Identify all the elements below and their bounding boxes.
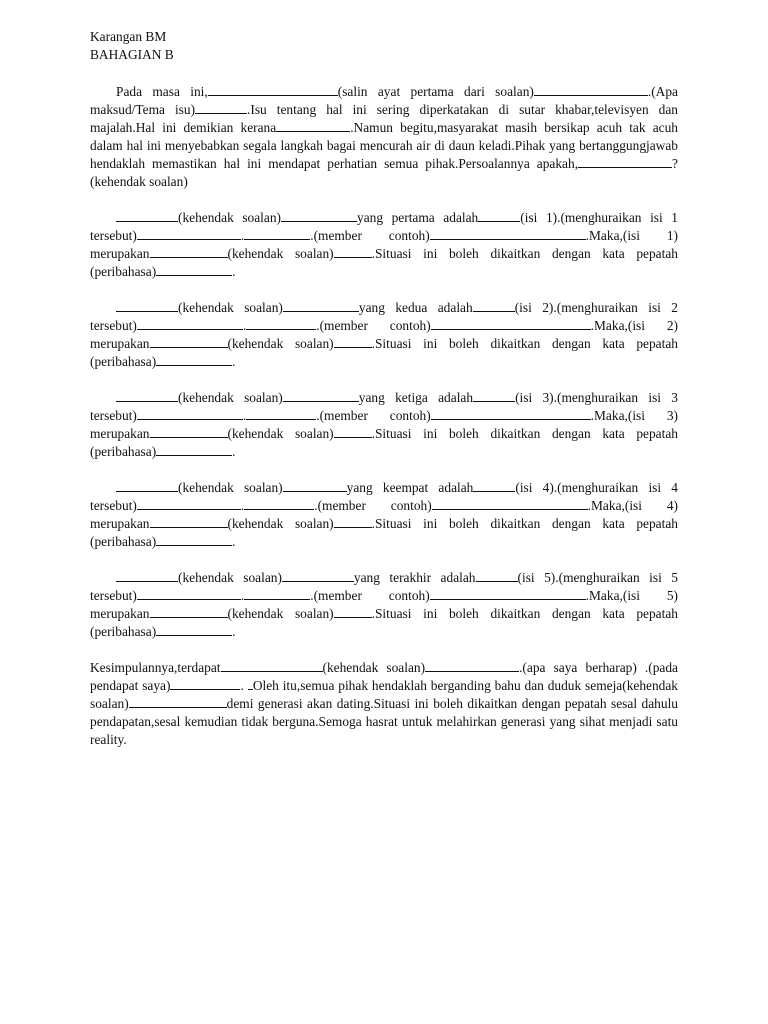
blank-line [478, 209, 520, 222]
point-text: .Situasi ini boleh dikaitkan dengan kata pepatah (peribahasa) [90, 246, 678, 279]
point-text: (kehendak soalan) [178, 480, 283, 495]
conclusion-text: Oleh itu,semua pihak hendaklah berganding bahu dan duduk semeja(kehendak soalan) [90, 678, 678, 711]
blank-line [116, 389, 178, 402]
blank-line [473, 479, 515, 492]
conclusion-text: . [240, 678, 244, 693]
blank-line [116, 569, 178, 582]
point-text: .(member contoh) [316, 318, 431, 333]
blank-line [156, 443, 232, 456]
point-text: .Situasi ini boleh dikaitkan dengan kata pepatah (peribahasa) [90, 426, 678, 459]
blank-line [430, 587, 586, 600]
point-text: .Maka,(isi 5) merupakan [90, 588, 678, 621]
point-text: (kehendak soalan) [227, 246, 334, 261]
blank-line [476, 569, 518, 582]
intro-text: .Namun begitu,masyarakat masih bersikap acuh tak acuh dalam hal ini menyebabkan segala langkah bagai mencurah air di daun keladi.Pihak yang bertanggungjawab hendaklah memastikan hal ini mendapat perhatian semua pihak.Persoalannya apakah, [90, 120, 678, 171]
point-text: . [240, 498, 245, 513]
point-text: .(member contoh) [316, 408, 431, 423]
point-text: . [242, 408, 247, 423]
blank-line [208, 83, 338, 96]
intro-text: .Isu tentang hal ini sering diperkatakan di sutar khabar,televisyen dan majalah.Hal ini demikian kerana [90, 102, 678, 135]
blank-line [137, 407, 243, 420]
blank-line [430, 227, 586, 240]
blank-line [334, 605, 372, 618]
spacer [90, 281, 678, 299]
point-text: yang ketiga adalah [358, 390, 474, 405]
point-text: . [240, 228, 245, 243]
blank-line [116, 479, 178, 492]
blank-line [156, 533, 232, 546]
point-text: . [232, 624, 236, 639]
blank-line [473, 389, 515, 402]
intro-text: .(Apa maksud/Tema isu) [90, 84, 678, 117]
blank-line [150, 245, 228, 258]
spacer [90, 191, 678, 209]
blank-line [137, 227, 241, 240]
blank-line [137, 497, 241, 510]
blank-line [281, 209, 357, 222]
point-text: .(member contoh) [314, 498, 432, 513]
document-page [90, 28, 678, 749]
blank-line [334, 335, 372, 348]
point-text: .Maka,(isi 3) merupakan [90, 408, 678, 441]
point-text: . [232, 534, 236, 549]
blank-line [244, 227, 310, 240]
blank-line [578, 155, 672, 168]
point-text: (isi 1).(menghuraikan isi 1 tersebut) [90, 210, 678, 243]
blank-line [473, 299, 515, 312]
blank-line [156, 623, 232, 636]
blank-line [116, 299, 178, 312]
point-text: yang keempat adalah [346, 480, 474, 495]
blank-line [244, 497, 314, 510]
blank-line [150, 515, 228, 528]
spacer [90, 551, 678, 569]
blank-line [129, 695, 227, 708]
point-text: (kehendak soalan) [227, 516, 334, 531]
blank-line [283, 389, 359, 402]
point-text: (kehendak soalan) [178, 570, 282, 585]
point-text: yang pertama adalah [357, 210, 479, 225]
point-paragraph-4 [90, 479, 678, 551]
blank-line [334, 245, 372, 258]
blank-line [246, 407, 316, 420]
blank-line [156, 353, 232, 366]
point-text: .Situasi ini boleh dikaitkan dengan kata pepatah (peribahasa) [90, 606, 678, 639]
intro-text: Pada masa ini, [116, 84, 208, 99]
blank-line [246, 317, 316, 330]
point-text: (kehendak soalan) [178, 300, 283, 315]
point-text: .Situasi ini boleh dikaitkan dengan kata pepatah (peribahasa) [90, 336, 678, 369]
point-paragraph-1 [90, 209, 678, 281]
blank-line [283, 299, 359, 312]
point-text: (kehendak soalan) [178, 390, 283, 405]
document-title: Karangan BM [90, 29, 167, 44]
point-text: (isi 5).(menghuraikan isi 5 tersebut) [90, 570, 678, 603]
blank-line [116, 209, 178, 222]
point-text: . [232, 444, 236, 459]
point-text: .Situasi ini boleh dikaitkan dengan kata pepatah (peribahasa) [90, 516, 678, 549]
blank-line [431, 407, 591, 420]
blank-line [195, 101, 247, 114]
blank-line [221, 659, 323, 672]
point-paragraph-2 [90, 299, 678, 371]
point-text: (isi 3).(menghuraikan isi 3 tersebut) [90, 390, 678, 423]
point-text: .Maka,(isi 1) merupakan [90, 228, 678, 261]
blank-line [150, 425, 228, 438]
blank-line [276, 119, 350, 132]
intro-text: ?(kehendak soalan) [90, 156, 678, 189]
blank-line [282, 569, 354, 582]
blank-line [150, 335, 228, 348]
conclusion-text: .(apa saya berharap) .(pada pendapat saya) [90, 660, 678, 693]
blank-line [137, 587, 241, 600]
point-text: .(member contoh) [310, 228, 430, 243]
blank-line [137, 317, 243, 330]
blank-line [432, 497, 588, 510]
point-text: (isi 2).(menghuraikan isi 2 tersebut) [90, 300, 678, 333]
point-text: .(member contoh) [310, 588, 430, 603]
spacer [90, 641, 678, 659]
conclusion-text: Kesimpulannya,terdapat [90, 660, 221, 675]
spacer [90, 461, 678, 479]
blank-line [150, 605, 228, 618]
spacer [90, 371, 678, 389]
conclusion-text: (kehendak soalan) [322, 660, 426, 675]
section-heading: BAHAGIAN B [90, 47, 174, 62]
blank-line [334, 515, 372, 528]
point-text: .Maka,(isi 2) merupakan [90, 318, 678, 351]
intro-text: (salin ayat pertama dari soalan) [337, 84, 534, 99]
point-text: (kehendak soalan) [227, 336, 334, 351]
point-text: . [232, 354, 236, 369]
blank-line [283, 479, 347, 492]
point-text: (kehendak soalan) [227, 426, 334, 441]
point-text: (kehendak soalan) [178, 210, 282, 225]
blank-line [170, 677, 240, 690]
point-text: yang terakhir adalah [353, 570, 476, 585]
blank-line [156, 263, 232, 276]
point-text: yang kedua adalah [358, 300, 473, 315]
point-paragraph-3 [90, 389, 678, 461]
conclusion-paragraph [90, 659, 678, 749]
point-text: .Maka,(isi 4) merupakan [90, 498, 678, 531]
conclusion-text: demi generasi akan dating.Situasi ini boleh dikaitkan dengan pepatah sesal dahulu pendapatan,sesal kemudian tidak berguna.Semoga hasrat untuk melahirkan generasi yang sihat menjadi satu reality. [90, 696, 678, 747]
point-text: (isi 4).(menghuraikan isi 4 tersebut) [90, 480, 678, 513]
blank-line [425, 659, 519, 672]
blank-line [244, 587, 310, 600]
blank-line [431, 317, 591, 330]
blank-line [334, 425, 372, 438]
point-text: (kehendak soalan) [227, 606, 334, 621]
point-text: . [242, 318, 247, 333]
blank-line [534, 83, 648, 96]
point-text: . [240, 588, 245, 603]
intro-paragraph [90, 83, 678, 191]
spacer [90, 64, 678, 83]
point-text: . [232, 264, 236, 279]
point-paragraph-5 [90, 569, 678, 641]
